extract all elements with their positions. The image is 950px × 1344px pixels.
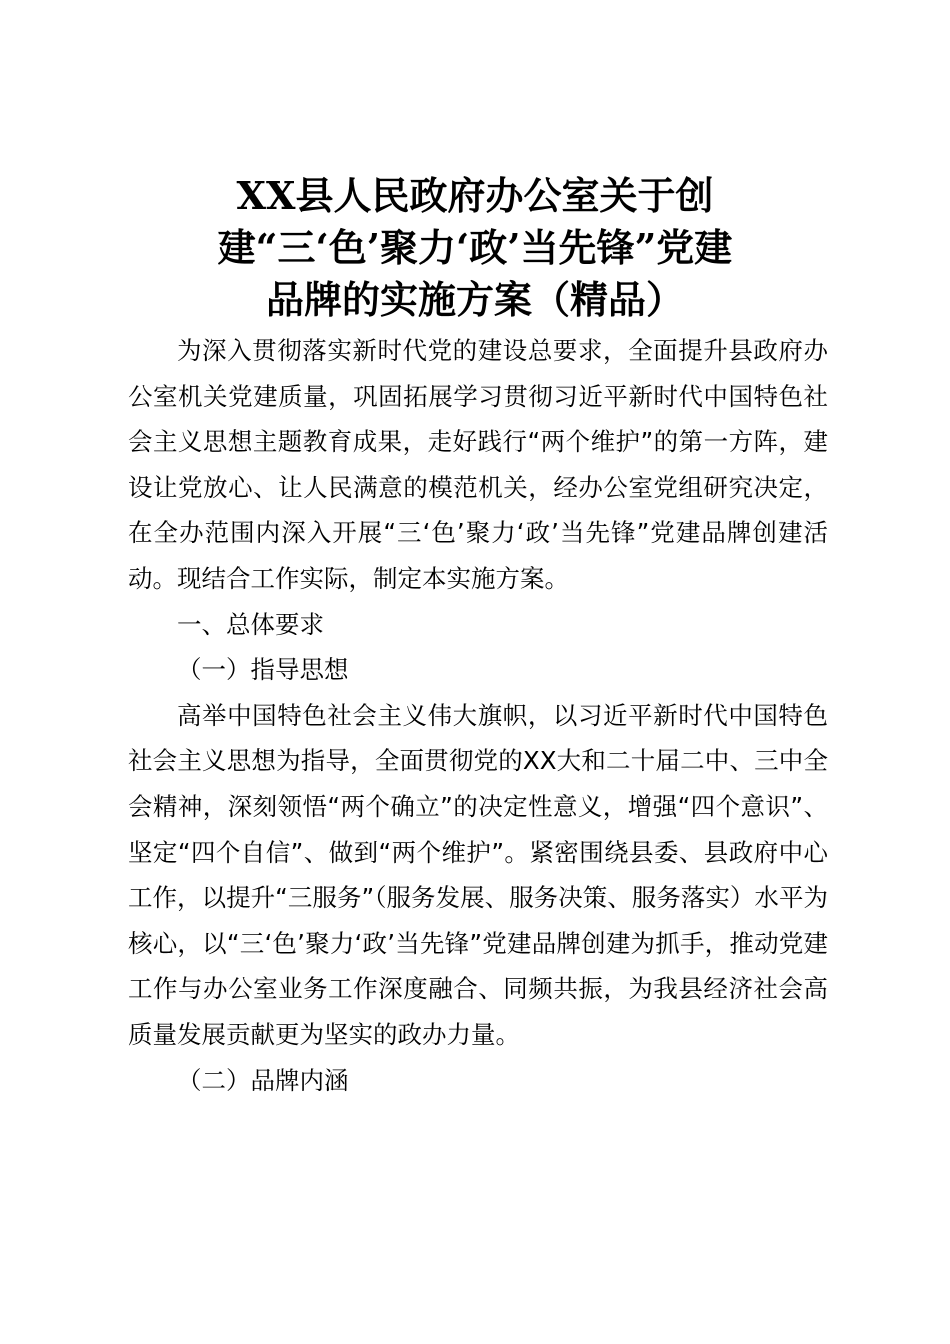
title-line-1: XX县人民政府办公室关于创	[236, 173, 714, 218]
intro-paragraph: 为深入贯彻落实新时代党的建设总要求，全面提升县政府办公室机关党建质量，巩固拓展学习贯彻习近平新时代中国特色社会主义思想主题教育成果，走好践行“两个维护”的第一方阵，建设让党放心、让人民满意的模范机关，经办公室党组研究决定，在全办范围内深入开展“三‘色’聚力‘政’当先锋”党建品牌创建活动。现结合工作实际，制定本实施方案。	[128, 336, 828, 593]
subsection-heading-guiding-ideology: （一）指导思想	[177, 655, 349, 685]
subsection-heading-brand-connotation: （二）品牌内涵	[177, 1065, 349, 1095]
section-heading-overall-requirements: 一、总体要求	[177, 609, 324, 639]
document-title	[100, 170, 850, 326]
guiding-ideology-paragraph: 高举中国特色社会主义伟大旗帜，以习近平新时代中国特色社会主义思想为指导，全面贯彻党的XX大和二十届二中、三中全会精神，深刻领悟“两个确立”的决定性意义，增强“四个意识”、坚定“四个自信”、做到“两个维护”。紧密围绕县委、县政府中心工作，以提升“三服务”（服务发展、服务决策、服务落实）水平为核心，以“三‘色’聚力‘政’当先锋”党建品牌创建为抓手，推动党建工作与办公室业务工作深度融合、同频共振，为我县经济社会高质量发展贡献更为坚实的政办力量。	[128, 700, 828, 1049]
title-line-2: 建“三‘色’聚力‘政’当先锋”党建	[217, 225, 733, 270]
title-line-3: 品牌的实施方案（精品）	[265, 277, 684, 322]
document-body	[128, 328, 828, 1103]
